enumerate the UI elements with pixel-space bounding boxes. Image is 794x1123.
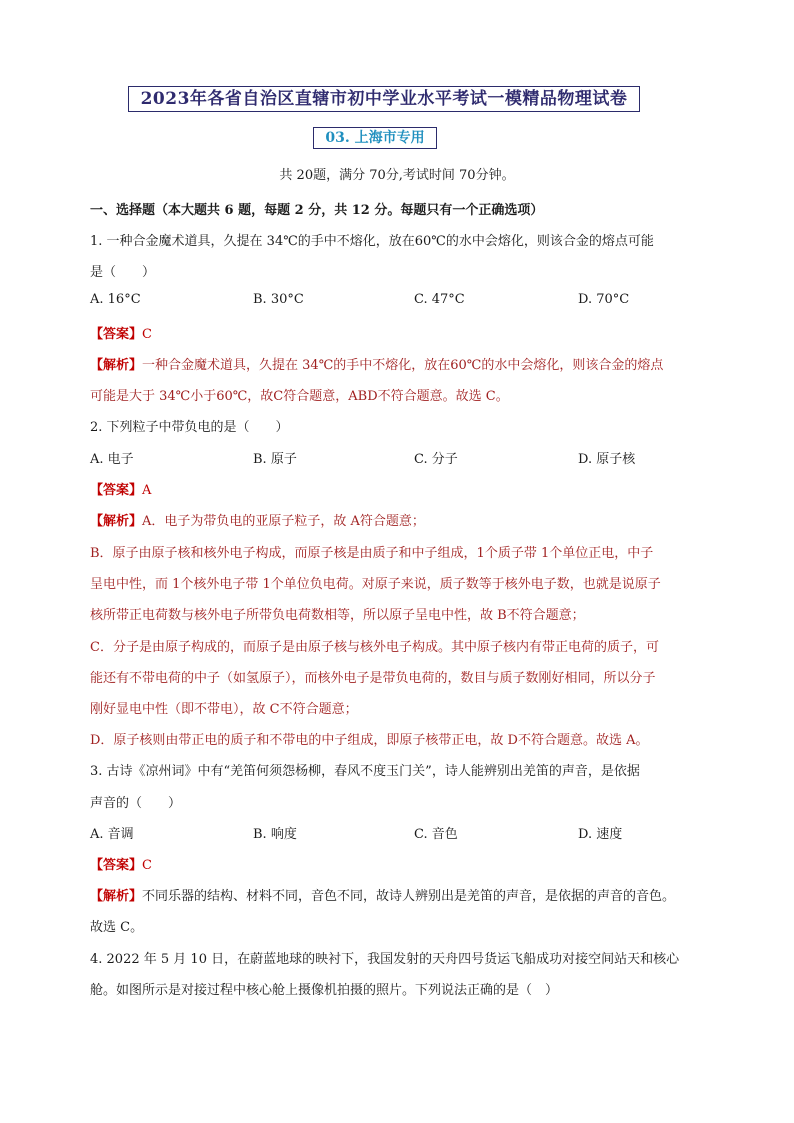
question-3-text-cont: 声音的（ ）	[90, 796, 182, 811]
q2-explanation-c: C．分子是由原子构成的，而原子是由原子核与核外电子构成。其中原子核内有带正电荷的质子，可	[90, 640, 659, 655]
explanation-text: A．电子为带负电的亚原子粒子，故 A符合题意；	[142, 514, 425, 529]
q2-option-d: D. 原子核	[578, 452, 636, 467]
answer-value: A	[142, 483, 152, 498]
region-subtitle: 03. 上海市专用	[313, 127, 437, 149]
q3-option-a: A. 音调	[90, 827, 134, 842]
question-3-text: 3. 古诗《凉州词》中有“羌笛何须怨杨柳，春风不度玉门关”，诗人能辨别出羌笛的声音，是依据	[90, 764, 640, 779]
q2-option-b: B. 原子	[253, 452, 297, 467]
q2-option-a: A. 电子	[90, 452, 134, 467]
q1-option-c: C. 47°C	[414, 292, 465, 307]
answer-value: C	[142, 327, 152, 342]
answer-tag: 【答案】	[90, 858, 143, 873]
q3-answer	[90, 854, 152, 873]
q3-option-d: D. 速度	[578, 827, 623, 842]
q2-explanation	[90, 510, 425, 529]
explanation-tag: 【解析】	[90, 889, 143, 904]
q2-explanation-d: D．原子核则由带正电的质子和不带电的中子组成，即原子核带正电，故 D不符合题意。故选 A。	[90, 733, 649, 748]
q2-explanation-c-cont: 能还有不带电荷的中子（如氢原子），而核外电子是带负电荷的，数目与质子数刚好相同，所以分子	[90, 671, 656, 686]
question-4-text: 4. 2022 年 5 月 10 日，在蔚蓝地球的映衬下，我国发射的天舟四号货运飞船成功对接空间站天和核心	[90, 952, 680, 967]
q1-explanation-cont: 可能是大于 34℃小于60℃，故C符合题意，ABD不符合题意。故选 C。	[90, 389, 509, 404]
q3-option-b: B. 响度	[253, 827, 297, 842]
q3-option-c: C. 音色	[414, 827, 458, 842]
explanation-text: 一种合金魔术道具，久提在 34℃的手中不熔化，放在60℃的水中会熔化，则该合金的熔点	[142, 358, 664, 373]
section-heading: 一、选择题（本大题共 6 题，每题 2 分，共 12 分。每题只有一个正确选项）	[90, 203, 544, 218]
q2-answer	[90, 479, 151, 498]
q3-explanation-cont: 故选 C。	[90, 920, 144, 935]
explanation-tag: 【解析】	[90, 358, 143, 373]
q1-answer	[90, 323, 152, 342]
answer-tag: 【答案】	[90, 483, 143, 498]
explanation-tag: 【解析】	[90, 514, 143, 529]
answer-value: C	[142, 858, 152, 873]
q2-explanation-b: B．原子由原子核和核外电子构成，而原子核是由质子和中子组成，1个质子带 1个单位正电，中子	[90, 546, 654, 561]
explanation-text: 不同乐器的结构、材料不同，音色不同，故诗人辨别出是羌笛的声音，是依据的声音的音色。	[142, 889, 676, 904]
question-4-text-cont: 舱。如图所示是对接过程中核心舱上摄像机拍摄的照片。下列说法正确的是（ ）	[90, 983, 559, 998]
q1-option-d: D. 70°C	[578, 292, 630, 307]
q1-explanation	[90, 354, 663, 373]
exam-info: 共 20题，满分 70分,考试时间 70分钟。	[279, 168, 515, 183]
q1-option-b: B. 30°C	[253, 292, 304, 307]
q2-explanation-b-cont2: 核所带正电荷数与核外电子所带负电荷数相等，所以原子呈电中性，故 B不符合题意；	[90, 608, 585, 623]
question-2-text: 2. 下列粒子中带负电的是（ ）	[90, 420, 289, 435]
question-1-text: 1. 一种合金魔术道具，久提在 34℃的手中不熔化，放在60℃的水中会熔化，则该合金的熔点可能	[90, 234, 654, 249]
q2-option-c: C. 分子	[414, 452, 458, 467]
question-1-text-cont: 是（ ）	[90, 265, 156, 280]
q3-explanation	[90, 885, 675, 904]
q2-explanation-b-cont: 呈电中性，而 1个核外电子带 1个单位负电荷。对原子来说，质子数等于核外电子数，也就是说原子	[90, 577, 661, 592]
q2-explanation-c-cont2: 刚好显电中性（即不带电），故 C不符合题意；	[90, 702, 358, 717]
exam-title: 2023年各省自治区直辖市初中学业水平考试一模精品物理试卷	[128, 86, 640, 112]
q1-option-a: A. 16°C	[90, 292, 141, 307]
answer-tag: 【答案】	[90, 327, 143, 342]
